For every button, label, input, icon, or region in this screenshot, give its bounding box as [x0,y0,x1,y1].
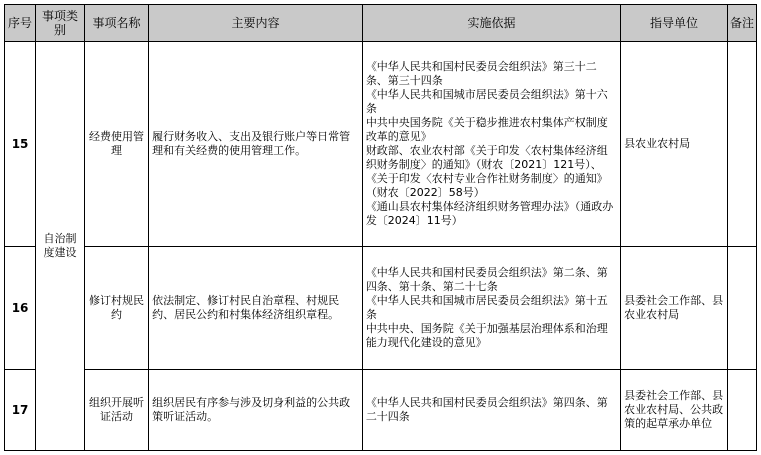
matters-table [4,4,757,451]
header-basis: 实施依据 [362,5,620,42]
basis-line: 中共中央、国务院《关于加强基层治理体系和治理能力现代化建设的意见》 [365,322,608,349]
row-number: 16 [5,247,36,370]
main-content: 履行财务收入、支出及银行账户等日常管理和有关经费的使用管理工作。 [149,42,363,247]
category-cell: 自治制度建设 [36,42,85,451]
header-unit: 指导单位 [621,5,728,42]
table-row [5,370,757,451]
main-content: 组织居民有序参与涉及切身利益的公共政策听证活动。 [149,370,363,451]
basis-cell [362,42,620,247]
row-number: 15 [5,42,36,247]
header-row [5,5,757,42]
basis-line: 《通山县农村集体经济组织财务管理办法》（通政办发〔2024〕11号） [365,200,614,227]
note-cell [727,42,756,247]
guiding-unit: 县委社会工作部、县农业农村局、公共政策的起草承办单位 [621,370,728,451]
matter-name: 组织开展听证活动 [84,370,148,451]
basis-line: 《中华人民共和国村民委员会组织法》第四条、第二十四条 [365,396,608,423]
matter-name: 经费使用管理 [84,42,148,247]
basis-cell [362,370,620,451]
main-content: 依法制定、修订村民自治章程、村规民约、居民公约和村集体经济组织章程。 [149,247,363,370]
guiding-unit: 县农业农村局 [621,42,728,247]
matter-name: 修订村规民约 [84,247,148,370]
basis-line: 财政部、农业农村部《关于印发〈农村集体经济组织财务制度〉的通知》（财农〔2021〕121号）、《关于印发〈农村专业合作社财务制度〉的通知》（财农〔2022〕58号） [365,144,608,199]
note-cell [727,247,756,370]
header-no: 序号 [5,5,36,42]
header-content: 主要内容 [149,5,363,42]
basis-line: 《中华人民共和国村民委员会组织法》第三十二条、第三十四条 [365,60,597,87]
basis-line: 中共中央国务院《关于稳步推进农村集体产权制度改革的意见》 [365,116,608,143]
header-note: 备注 [727,5,756,42]
basis-line: 《中华人民共和国村民委员会组织法》第二条、第四条、第十条、第二十七条 [365,266,608,293]
header-name: 事项名称 [84,5,148,42]
row-number: 17 [5,370,36,451]
note-cell [727,370,756,451]
basis-cell [362,247,620,370]
basis-line: 《中华人民共和国城市居民委员会组织法》第十六条 [365,88,608,115]
table-row [5,247,757,370]
table-row [5,42,757,247]
guiding-unit: 县委社会工作部、县农业农村局 [621,247,728,370]
basis-line: 《中华人民共和国城市居民委员会组织法》第十五条 [365,294,608,321]
header-category: 事项类别 [36,5,85,42]
